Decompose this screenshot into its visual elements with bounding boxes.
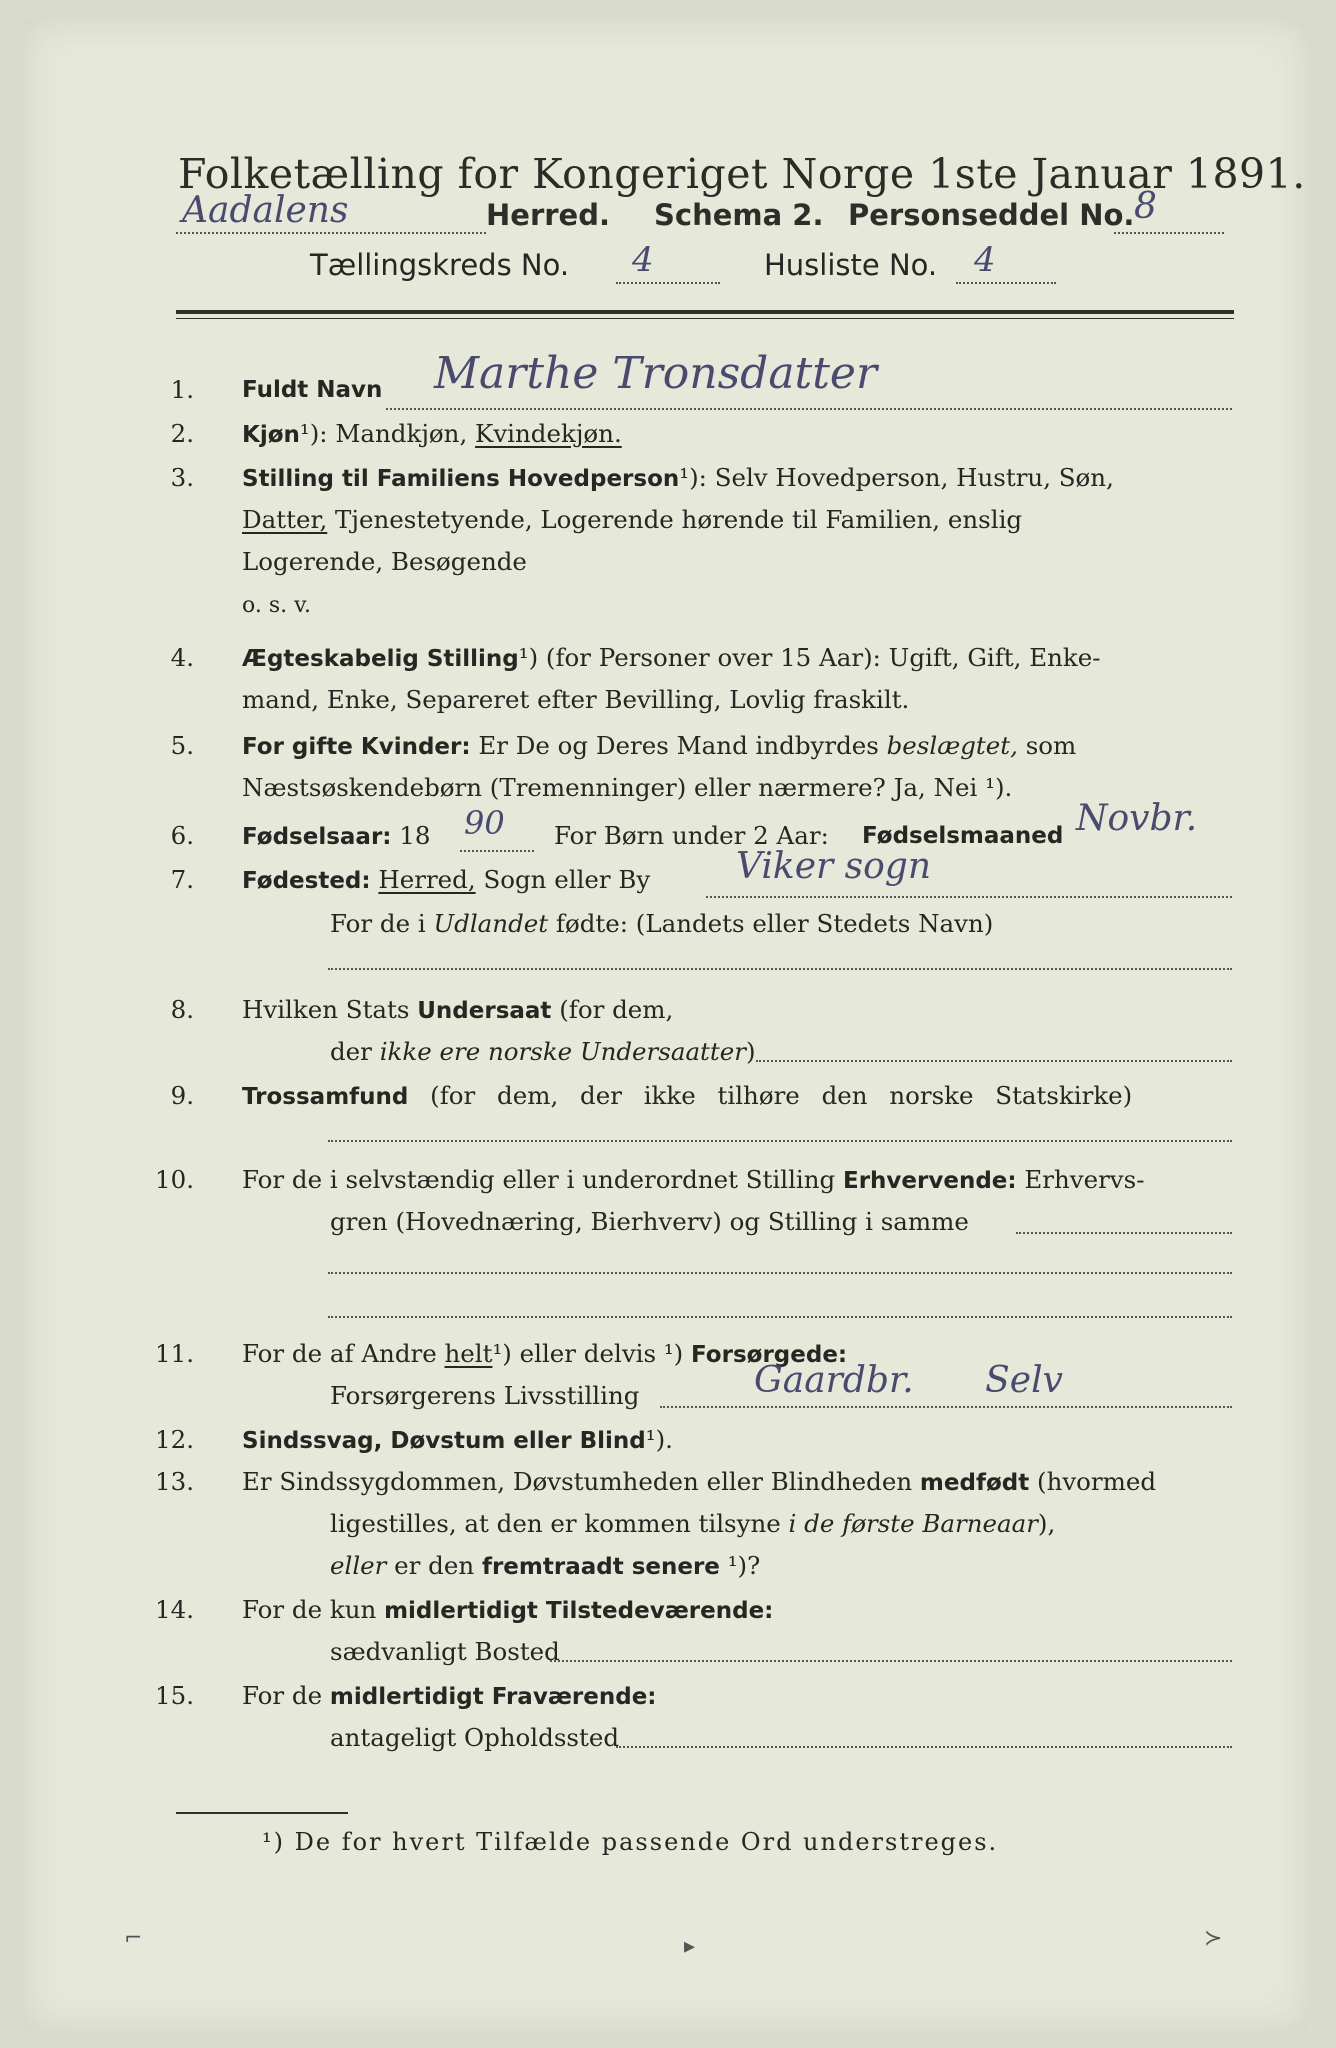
q11-selected-option: helt (444, 1339, 493, 1368)
q3-selected-option: Datter, (242, 505, 328, 534)
husliste-label: Husliste No. (764, 248, 938, 282)
herred-label: Herred. (486, 198, 610, 232)
q1-answer: Marthe Tronsdatter (434, 348, 877, 399)
q6-year-answer: 90 (464, 804, 505, 842)
husliste-no-answer: 4 (974, 240, 996, 280)
q7-answer: Viker sogn (736, 846, 932, 887)
form-title: Folketælling for Kongeriget Norge 1ste Januar 1891. (178, 150, 1306, 198)
census-form-page: Folketælling for Kongeriget Norge 1ste Januar 1891. Aadalens Herred. Schema 2. Personseddel No. 8 Tællingskreds No. 4 Husliste No. 4 1. Fuldt Navn Marthe Tronsdatter 2. Kjøn¹): Mandkjøn, Kvindekjøn. 3. Stilling til Familiens Hovedperson¹): Selv Hovedperson, Hustru, Søn, Datter, Tjenestetyende, Logerende hørende til Familien, enslig Logerende, Besøgende o. s. v. 4. Ægteskabelig Stilling¹) (for Personer over 15 Aar): Ugift, Gift, Enke- mand, Enke, Separeret efter Bevilling, Lovlig fraskilt. 5. For gifte Kvinder: Er De og Deres Mand indbyrdes beslægtet, som Næstsøskendebørn (Tremenninger) eller nærmere? Ja, Nei ¹). 6. Fødselsaar: 18 90 For Børn under 2 Aar: Fødselsmaaned Novbr. 7. Fødested: Herred, Sogn eller By Viker sogn For de i Udlandet fødte: (Landets eller Stedets Navn) 8. Hvilken Stats Undersaat (for dem, der ikke ere norske Undersaatter) 9. Trossamfund (for dem, der ikke tilhøre den norske Statskirke) 10. For de i selvstændig eller i underordnet Stilling Erhvervende: Erhvervs- gren (Hovednæring, Bierhverv) og Stilling i samme 11. For de af Andre helt¹) eller delvis ¹) Forsørgede: Forsørgerens Livsstilling Gaardbr. Selv 12. Sindssvag, Døvstum eller Blind¹). 13. Er Sindssygdommen, Døvstumheden eller Blindheden medfødt (hvormed ligestilles, at den er kommen tilsyne i de første Barneaar), eller er den fremtraadt senere ¹)? 14. For de kun midlertidigt Tilstedeværende: sædvanligt Bosted 15. For de midlertidigt Fraværende: antageligt Opholdssted ¹) De for hvert Tilfælde passende Ord understreges. ⌐ ▸ ≻ (24, 20, 1308, 2030)
kreds-no-answer: 4 (632, 240, 654, 280)
footnote: ¹) De for hvert Tilfælde passende Ord understreges. (262, 1828, 999, 1856)
header-rule-thick (176, 310, 1234, 314)
kreds-dotted-line (616, 282, 720, 284)
personseddel-no-answer: 8 (1134, 186, 1157, 227)
herred-dotted-line (176, 232, 486, 234)
herred-name-answer: Aadalens (182, 190, 349, 231)
footnote-rule (176, 1812, 348, 1814)
kreds-label: Tællingskreds No. (310, 248, 570, 282)
corner-mark-right: ≻ (1204, 1926, 1223, 1951)
q6-month-answer: Novbr. (1076, 798, 1198, 839)
q2-selected-option: Kvindekjøn. (475, 419, 622, 448)
schema-label: Schema 2. (654, 198, 824, 232)
personseddel-label: Personseddel No. (848, 198, 1135, 232)
corner-mark-center: ▸ (684, 1934, 696, 1959)
q11-answer: Gaardbr. Selv (754, 1360, 1063, 1401)
personseddel-dotted-line (1114, 232, 1224, 234)
q1-label: Fuldt Navn (242, 377, 383, 403)
q7-selected-option: Herred, (378, 865, 476, 894)
q1-dotted-line (386, 408, 1232, 410)
husliste-dotted-line (956, 282, 1056, 284)
header-rule-thin (176, 318, 1234, 319)
corner-mark-left: ⌐ (124, 1926, 143, 1951)
